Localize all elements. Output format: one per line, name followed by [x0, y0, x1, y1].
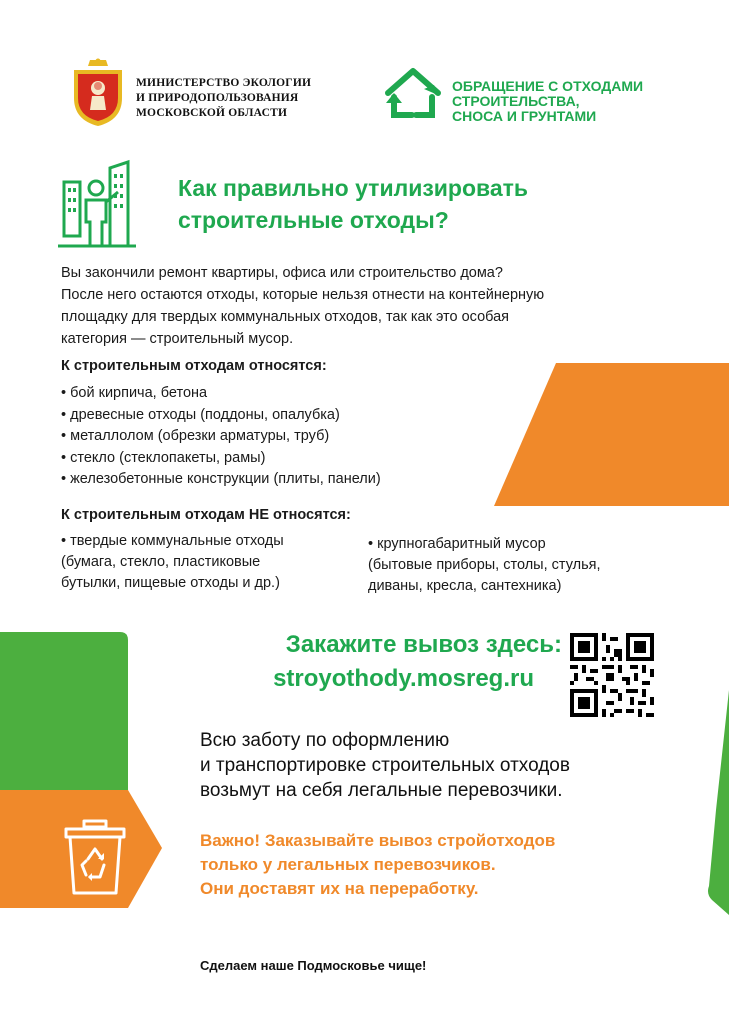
ministry-name — [136, 76, 356, 121]
qr-code-icon[interactable] — [570, 633, 654, 717]
footer-slogan: Сделаем наше Подмосковье чище! — [200, 958, 427, 973]
page-title — [178, 172, 628, 236]
recycle-house-icon — [382, 67, 444, 121]
intro-line: Вы закончили ремонт квартиры, офиса или строительство дома? — [61, 265, 503, 281]
order-title: Закажите вывоз здесь: — [285, 631, 562, 658]
ministry-line: МОСКОВСКОЙ ОБЛАСТИ — [136, 107, 288, 119]
green-wedge-right — [708, 690, 729, 915]
excluded-line: (бытовые приборы, столы, стулья, — [368, 557, 601, 573]
title-line: строительные отходы? — [178, 207, 449, 233]
worker-buildings-icon — [56, 158, 138, 248]
program-line: СНОСА И ГРУНТАМИ — [452, 108, 597, 124]
list-item: • металлолом (обрезки арматуры, труб) — [61, 428, 330, 444]
order-url-link[interactable]: stroyothody.mosreg.ru — [273, 665, 534, 692]
excluded-line: • крупногабаритный мусор — [368, 536, 546, 552]
program-line: СТРОИТЕЛЬСТВА, — [452, 93, 580, 109]
ministry-line: И ПРИРОДОПОЛЬЗОВАНИЯ — [136, 92, 299, 104]
important-line: Они доставят их на переработку. — [200, 879, 479, 898]
included-heading: К строительным отходам относятся: — [61, 358, 327, 374]
intro-paragraph — [61, 262, 641, 350]
excluded-line: • твердые коммунальные отходы — [61, 533, 284, 549]
recycle-bin-icon — [60, 815, 130, 899]
excluded-column-1 — [61, 531, 284, 594]
excluded-heading: К строительным отходам НЕ относятся: — [61, 507, 351, 523]
program-name — [452, 79, 692, 124]
title-line: Как правильно утилизировать — [178, 175, 529, 201]
care-line: Всю заботу по оформлению — [200, 730, 450, 751]
important-note — [200, 829, 555, 901]
care-line: возьмут на себя легальные перевозчики. — [200, 780, 563, 801]
orange-parallelogram-right — [494, 363, 729, 506]
excluded-column-2 — [368, 534, 601, 597]
green-shape-left — [0, 632, 128, 790]
excluded-line: (бумага, стекло, пластиковые — [61, 554, 261, 570]
intro-line: категория — строительный мусор. — [61, 331, 294, 347]
important-line: Важно! Заказывайте вывоз стройотходов — [200, 831, 556, 850]
list-item: • железобетонные конструкции (плиты, панели) — [61, 471, 381, 487]
intro-line: После него остаются отходы, которые нельзя отнести на контейнерную — [61, 287, 545, 303]
ministry-line: МИНИСТЕРСТВО ЭКОЛОГИИ — [136, 77, 312, 89]
list-item: • стекло (стеклопакеты, рамы) — [61, 449, 266, 466]
excluded-line: бутылки, пищевые отходы и др.) — [61, 575, 280, 591]
excluded-line: диваны, кресла, сантехника) — [368, 578, 562, 594]
important-line: только у легальных перевозчиков. — [200, 855, 496, 874]
care-paragraph — [200, 728, 570, 803]
list-item: • древесные отходы (поддоны, опалубка) — [61, 406, 340, 423]
included-list — [61, 383, 381, 491]
intro-line: площадку для твердых коммунальных отходов, так как это особая — [61, 309, 510, 325]
care-line: и транспортировке строительных отходов — [200, 755, 570, 776]
program-line: ОБРАЩЕНИЕ С ОТХОДАМИ — [452, 78, 644, 94]
coat-of-arms-icon — [70, 58, 126, 128]
list-item: • бой кирпича, бетона — [61, 385, 208, 401]
